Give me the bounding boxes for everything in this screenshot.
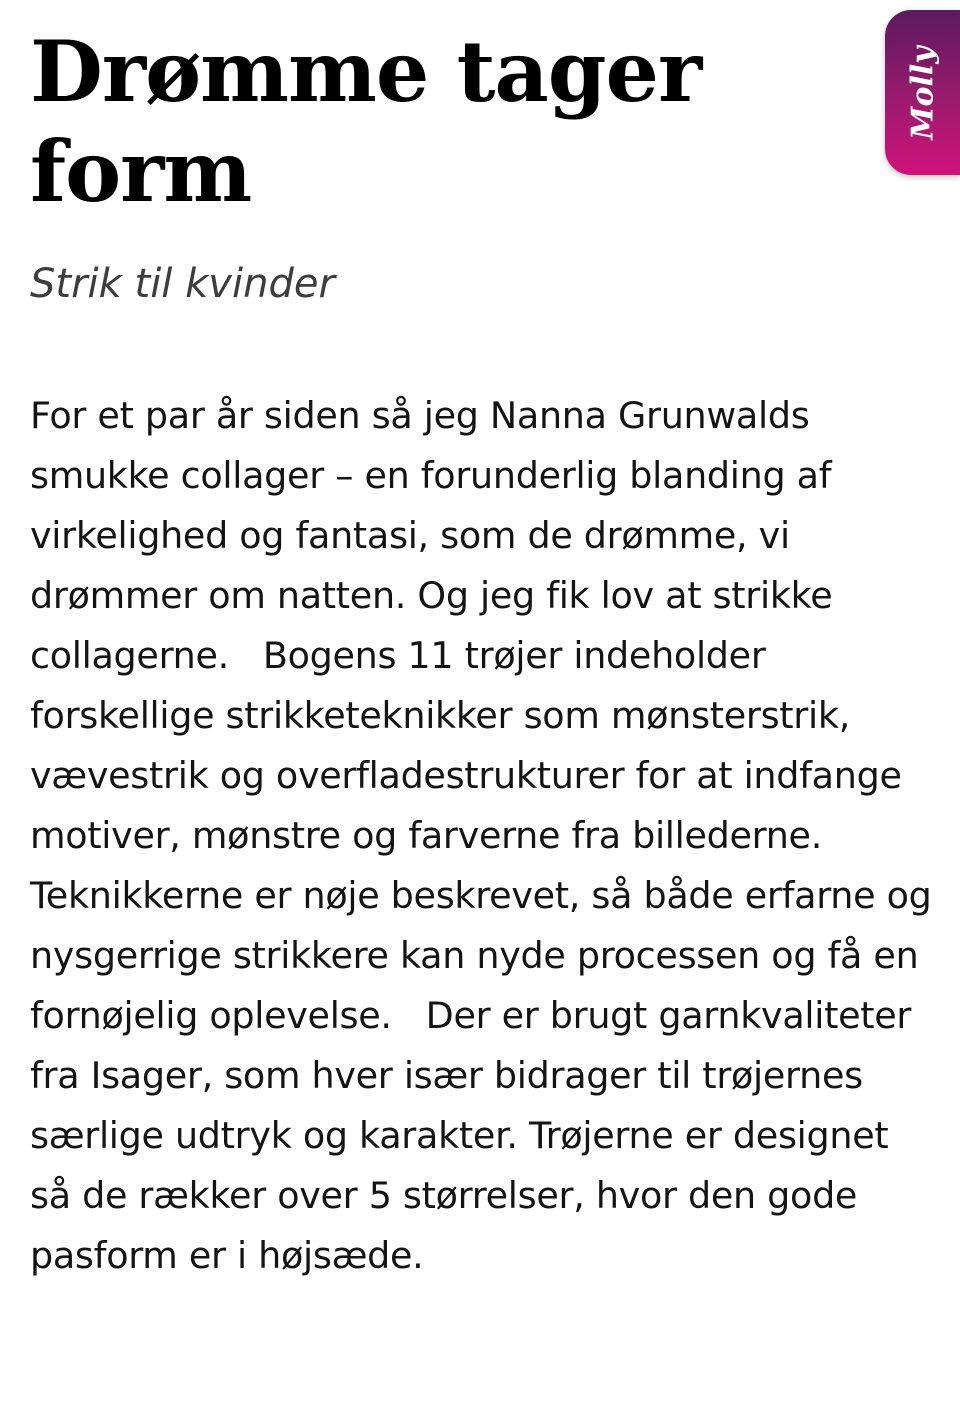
- page-title: Drømme tager form: [30, 22, 702, 221]
- page-subtitle: Strik til kvinder: [30, 261, 335, 307]
- molly-logo-tab[interactable]: [885, 10, 960, 175]
- description-text: For et par år siden så jeg Nanna Grunwalds smukke collager – en forunderlig blanding af virkelighed og fantasi, som de drømme, vi drømmer om natten. Og jeg fik lov at strikke collagerne. Bogens 11 trøjer indeholder forskellige strikketeknikker som mønsterstrik, vævestrik og overfladestrukturer for at indfange motiver, mønstre og farverne fra billederne. Teknikkerne er nøje beskrevet, så både erfarne og nysgerrige strikkere kan nyde processen og få en fornøjelig oplevelse. Der er brugt garnkvaliteter fra Isager, som hver især bidrager til trøjernes særlige udtryk og karakter. Trøjerne er designet så de rækker over 5 størrelser, hvor den gode pasform er i højsæde.: [30, 394, 943, 1277]
- molly-logo-text: Molly: [905, 45, 940, 140]
